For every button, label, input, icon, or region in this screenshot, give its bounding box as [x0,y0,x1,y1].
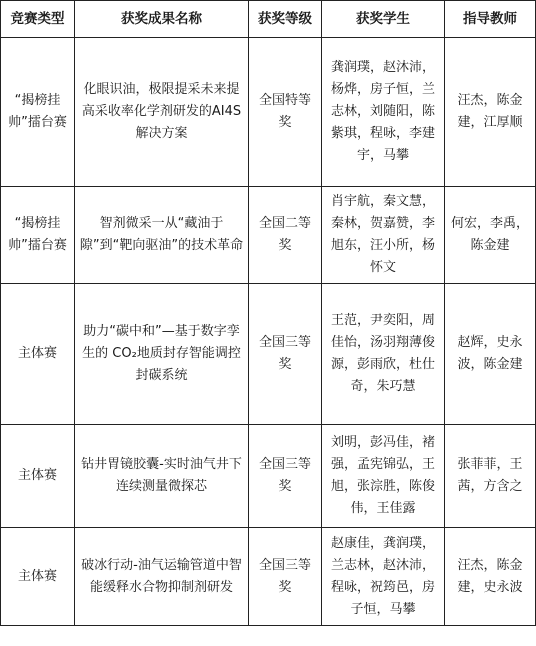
cell-competition-type: “揭榜挂帅”擂台赛 [1,187,75,284]
cell-advisors: 赵辉，史永波，陈金建 [445,284,536,425]
cell-competition-type: 主体赛 [1,528,75,626]
header-award-title: 获奖成果名称 [75,1,249,38]
header-students: 获奖学生 [322,1,445,38]
cell-award-title: 破冰行动-油气运输管道中智能缓释水合物抑制剂研发 [75,528,249,626]
cell-award-title: 智剂微采一从“藏油于隙”到“靶向驱油”的技术革命 [75,187,249,284]
cell-award-level: 全国二等奖 [249,187,322,284]
cell-students: 赵康佳，龚润璞，兰志林，赵沐沛，程咏，祝筠邑，房子恒，马攀 [322,528,445,626]
table-row [1,528,536,626]
cell-award-level: 全国特等奖 [249,38,322,187]
table-row [1,187,536,284]
header-award-level: 获奖等级 [249,1,322,38]
cell-advisors: 何宏，李禹，陈金建 [445,187,536,284]
cell-students: 刘明，彭冯佳，褚强，孟宪锦弘，王旭，张淙胜，陈俊伟，王佳露 [322,425,445,528]
cell-award-title: 化眼识油，极限提采未来提高采收率化学剂研发的AI4S 解决方案 [75,38,249,187]
cell-competition-type: 主体赛 [1,284,75,425]
table-row [1,38,536,187]
cell-award-level: 全国三等奖 [249,528,322,626]
header-advisors: 指导教师 [445,1,536,38]
cell-competition-type: “揭榜挂帅”擂台赛 [1,38,75,187]
cell-advisors: 汪杰，陈金建，江厚顺 [445,38,536,187]
table-row [1,284,536,425]
table-header-row [1,1,536,38]
cell-advisors: 汪杰，陈金建，史永波 [445,528,536,626]
header-competition-type: 竞赛类型 [1,1,75,38]
cell-award-level: 全国三等奖 [249,284,322,425]
cell-students: 肖宇航，秦文慧，秦林，贺嘉赞，李旭东，汪小所，杨怀文 [322,187,445,284]
table-row [1,425,536,528]
cell-competition-type: 主体赛 [1,425,75,528]
cell-students: 王范，尹奕阳，周佳怡，汤羽翔薄俊源，彭雨欣，杜仕奇，朱巧慧 [322,284,445,425]
cell-award-level: 全国三等奖 [249,425,322,528]
cell-award-title: 助力“碳中和”—基于数字孪生的 CO₂地质封存智能调控封碳系统 [75,284,249,425]
cell-award-title: 钻井胃镜胶囊-实时油气井下连续测量微探芯 [75,425,249,528]
cell-students: 龚润璞，赵沐沛，杨烨，房子恒，兰志林，刘随阳，陈紫琪，程咏，李建宇，马攀 [322,38,445,187]
cell-advisors: 张菲菲，王茜，方含之 [445,425,536,528]
